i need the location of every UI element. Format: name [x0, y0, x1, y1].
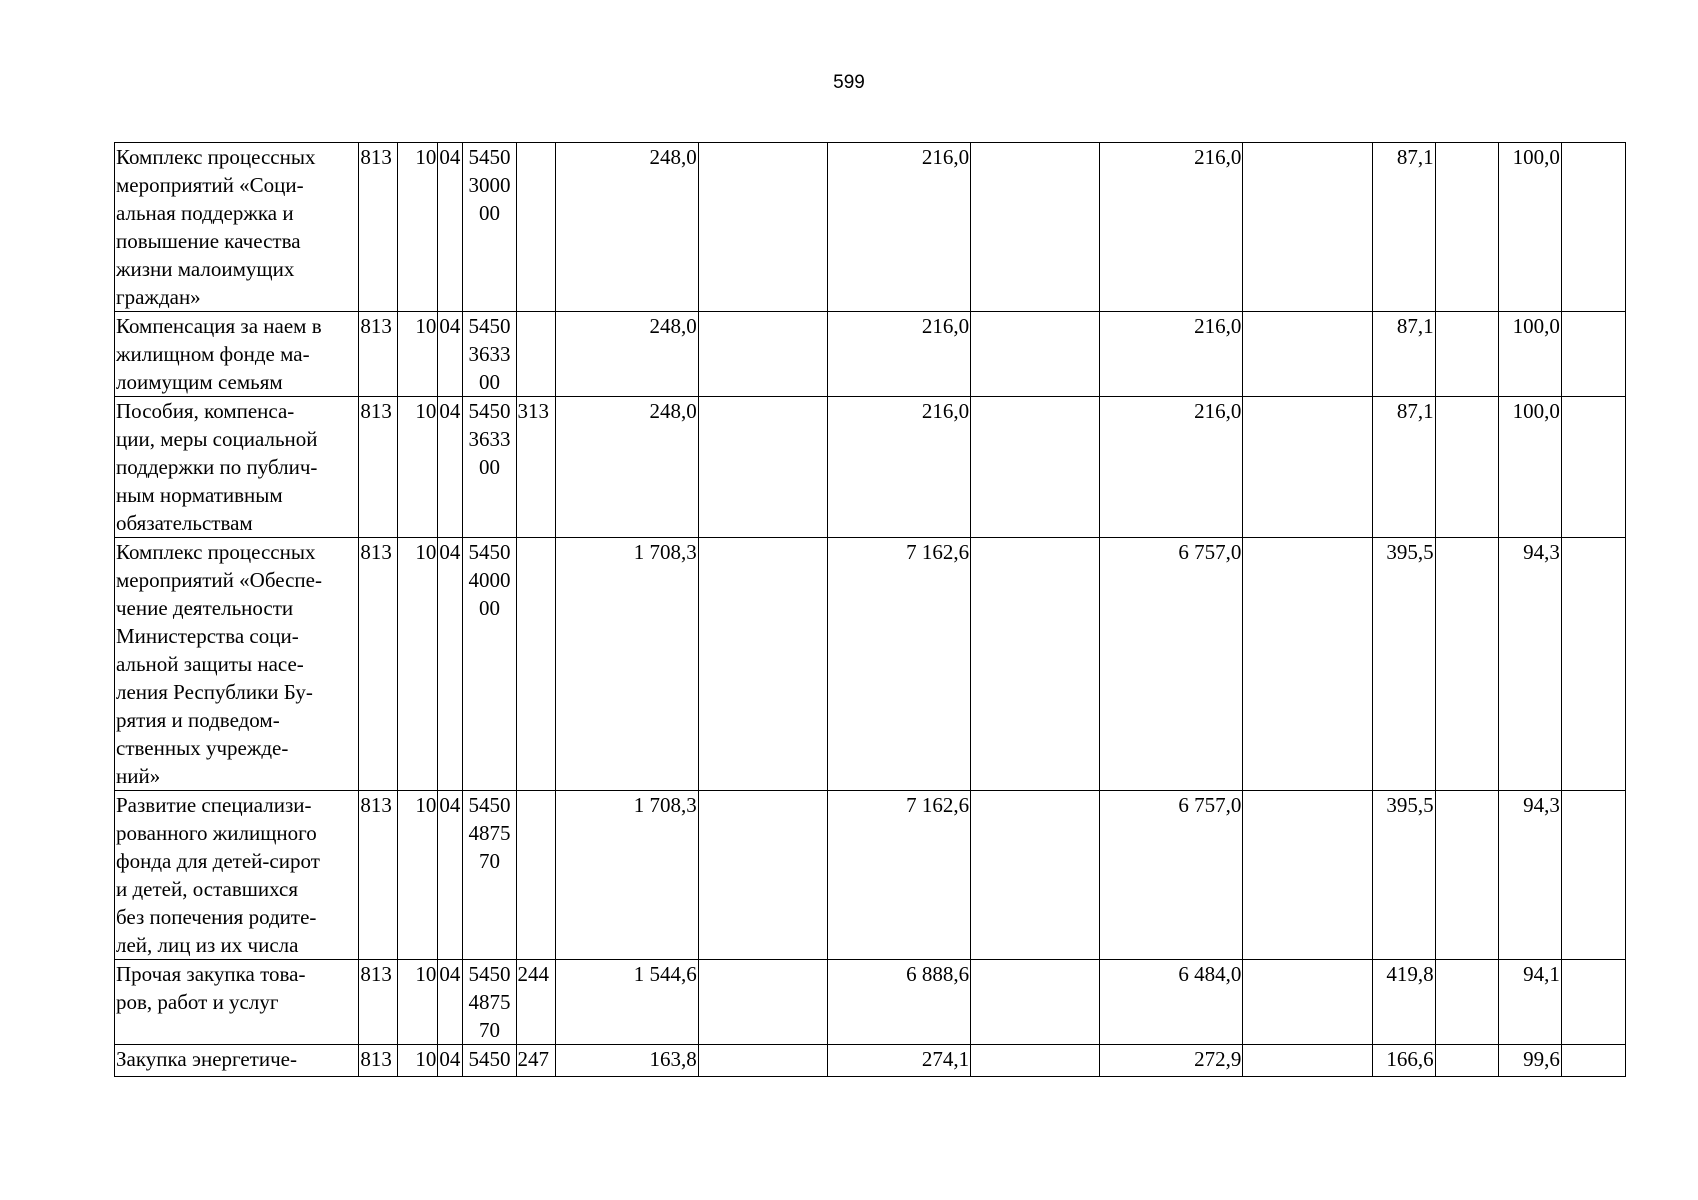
value-4-cell: 166,6 — [1372, 1045, 1435, 1077]
table-row — [115, 960, 1626, 1045]
row-name-cell: Комплекс процессных мероприятий «Соци- альная поддержка и повышение качества жизни малоимущих граждан» — [115, 143, 359, 312]
blank-cell — [1561, 538, 1625, 791]
value-4-cell: 395,5 — [1372, 538, 1435, 791]
value-4-cell: 87,1 — [1372, 143, 1435, 312]
value-2-cell: 6 888,6 — [827, 960, 970, 1045]
row-name-cell: Прочая закупка това- ров, работ и услуг — [115, 960, 359, 1045]
target-article-cell: 5450 4875 70 — [463, 960, 516, 1045]
blank-cell — [1243, 791, 1372, 960]
target-article-cell: 5450 3633 00 — [463, 312, 516, 397]
blank-cell — [971, 312, 1100, 397]
subsection-code-cell: 04 — [438, 791, 463, 960]
value-2-cell: 7 162,6 — [827, 791, 970, 960]
value-3-cell: 272,9 — [1100, 1045, 1243, 1077]
blank-cell — [1561, 397, 1625, 538]
value-5-cell: 100,0 — [1498, 143, 1561, 312]
row-name-cell: Закупка энергетиче- — [115, 1045, 359, 1077]
target-article-cell: 5450 — [463, 1045, 516, 1077]
section-code-cell: 10 — [398, 312, 438, 397]
blank-cell — [1435, 538, 1498, 791]
blank-cell — [971, 1045, 1100, 1077]
section-code-cell: 10 — [398, 1045, 438, 1077]
value-4-cell: 395,5 — [1372, 791, 1435, 960]
blank-cell — [971, 397, 1100, 538]
ved-code-cell: 813 — [359, 397, 398, 538]
value-3-cell: 216,0 — [1100, 143, 1243, 312]
blank-cell — [1435, 397, 1498, 538]
table-row — [115, 397, 1626, 538]
ved-code-cell: 813 — [359, 538, 398, 791]
subsection-code-cell: 04 — [438, 538, 463, 791]
section-code-cell: 10 — [398, 791, 438, 960]
value-5-cell: 94,3 — [1498, 538, 1561, 791]
section-code-cell: 10 — [398, 960, 438, 1045]
blank-cell — [698, 143, 827, 312]
expense-type-cell — [516, 143, 555, 312]
blank-cell — [698, 1045, 827, 1077]
value-4-cell: 87,1 — [1372, 397, 1435, 538]
section-code-cell: 10 — [398, 143, 438, 312]
blank-cell — [1561, 143, 1625, 312]
subsection-code-cell: 04 — [438, 312, 463, 397]
blank-cell — [698, 960, 827, 1045]
blank-cell — [1435, 791, 1498, 960]
budget-table — [114, 142, 1626, 1077]
value-2-cell: 216,0 — [827, 397, 970, 538]
row-name-cell: Комплекс процессных мероприятий «Обеспе- чение деятельности Министерства соци- альной защиты насе- ления Республики Бу- рятия и подведом- ственных учрежде- ний» — [115, 538, 359, 791]
expense-type-cell: 247 — [516, 1045, 555, 1077]
blank-cell — [698, 312, 827, 397]
row-name-cell: Развитие специализи- рованного жилищного фонда для детей-сирот и детей, оставшихся без попечения родите- лей, лиц из их числа — [115, 791, 359, 960]
value-1-cell: 248,0 — [555, 143, 698, 312]
ved-code-cell: 813 — [359, 1045, 398, 1077]
value-2-cell: 216,0 — [827, 312, 970, 397]
table-row — [115, 312, 1626, 397]
value-2-cell: 274,1 — [827, 1045, 970, 1077]
page-number: 599 — [833, 72, 865, 93]
row-name-cell: Пособия, компенса- ции, меры социальной поддержки по публич- ным нормативным обязательствам — [115, 397, 359, 538]
table-row — [115, 143, 1626, 312]
subsection-code-cell: 04 — [438, 1045, 463, 1077]
blank-cell — [971, 538, 1100, 791]
blank-cell — [698, 538, 827, 791]
value-3-cell: 216,0 — [1100, 312, 1243, 397]
section-code-cell: 10 — [398, 538, 438, 791]
ved-code-cell: 813 — [359, 312, 398, 397]
value-5-cell: 100,0 — [1498, 312, 1561, 397]
value-5-cell: 99,6 — [1498, 1045, 1561, 1077]
blank-cell — [698, 397, 827, 538]
blank-cell — [1243, 960, 1372, 1045]
blank-cell — [1243, 397, 1372, 538]
blank-cell — [1561, 1045, 1625, 1077]
blank-cell — [971, 960, 1100, 1045]
value-4-cell: 87,1 — [1372, 312, 1435, 397]
ved-code-cell: 813 — [359, 791, 398, 960]
value-1-cell: 1 544,6 — [555, 960, 698, 1045]
blank-cell — [698, 791, 827, 960]
target-article-cell: 5450 4000 00 — [463, 538, 516, 791]
row-name-cell: Компенсация за наем в жилищном фонде ма- лоимущим семьям — [115, 312, 359, 397]
value-5-cell: 94,3 — [1498, 791, 1561, 960]
value-3-cell: 6 757,0 — [1100, 538, 1243, 791]
blank-cell — [1435, 312, 1498, 397]
ved-code-cell: 813 — [359, 143, 398, 312]
expense-type-cell — [516, 312, 555, 397]
value-5-cell: 100,0 — [1498, 397, 1561, 538]
value-2-cell: 7 162,6 — [827, 538, 970, 791]
blank-cell — [1435, 960, 1498, 1045]
value-4-cell: 419,8 — [1372, 960, 1435, 1045]
target-article-cell: 5450 3000 00 — [463, 143, 516, 312]
subsection-code-cell: 04 — [438, 960, 463, 1045]
section-code-cell: 10 — [398, 397, 438, 538]
blank-cell — [1435, 143, 1498, 312]
blank-cell — [1561, 960, 1625, 1045]
blank-cell — [1561, 791, 1625, 960]
value-3-cell: 6 484,0 — [1100, 960, 1243, 1045]
blank-cell — [1243, 312, 1372, 397]
table-row — [115, 791, 1626, 960]
blank-cell — [1561, 312, 1625, 397]
blank-cell — [1243, 1045, 1372, 1077]
target-article-cell: 5450 4875 70 — [463, 791, 516, 960]
table-row — [115, 1045, 1626, 1077]
expense-type-cell: 313 — [516, 397, 555, 538]
blank-cell — [1243, 538, 1372, 791]
blank-cell — [971, 791, 1100, 960]
value-1-cell: 248,0 — [555, 397, 698, 538]
value-1-cell: 248,0 — [555, 312, 698, 397]
value-2-cell: 216,0 — [827, 143, 970, 312]
value-3-cell: 6 757,0 — [1100, 791, 1243, 960]
target-article-cell: 5450 3633 00 — [463, 397, 516, 538]
blank-cell — [1243, 143, 1372, 312]
expense-type-cell: 244 — [516, 960, 555, 1045]
value-1-cell: 1 708,3 — [555, 791, 698, 960]
subsection-code-cell: 04 — [438, 143, 463, 312]
table-row — [115, 538, 1626, 791]
ved-code-cell: 813 — [359, 960, 398, 1045]
value-1-cell: 163,8 — [555, 1045, 698, 1077]
value-5-cell: 94,1 — [1498, 960, 1561, 1045]
value-1-cell: 1 708,3 — [555, 538, 698, 791]
blank-cell — [971, 143, 1100, 312]
value-3-cell: 216,0 — [1100, 397, 1243, 538]
subsection-code-cell: 04 — [438, 397, 463, 538]
expense-type-cell — [516, 538, 555, 791]
blank-cell — [1435, 1045, 1498, 1077]
expense-type-cell — [516, 791, 555, 960]
